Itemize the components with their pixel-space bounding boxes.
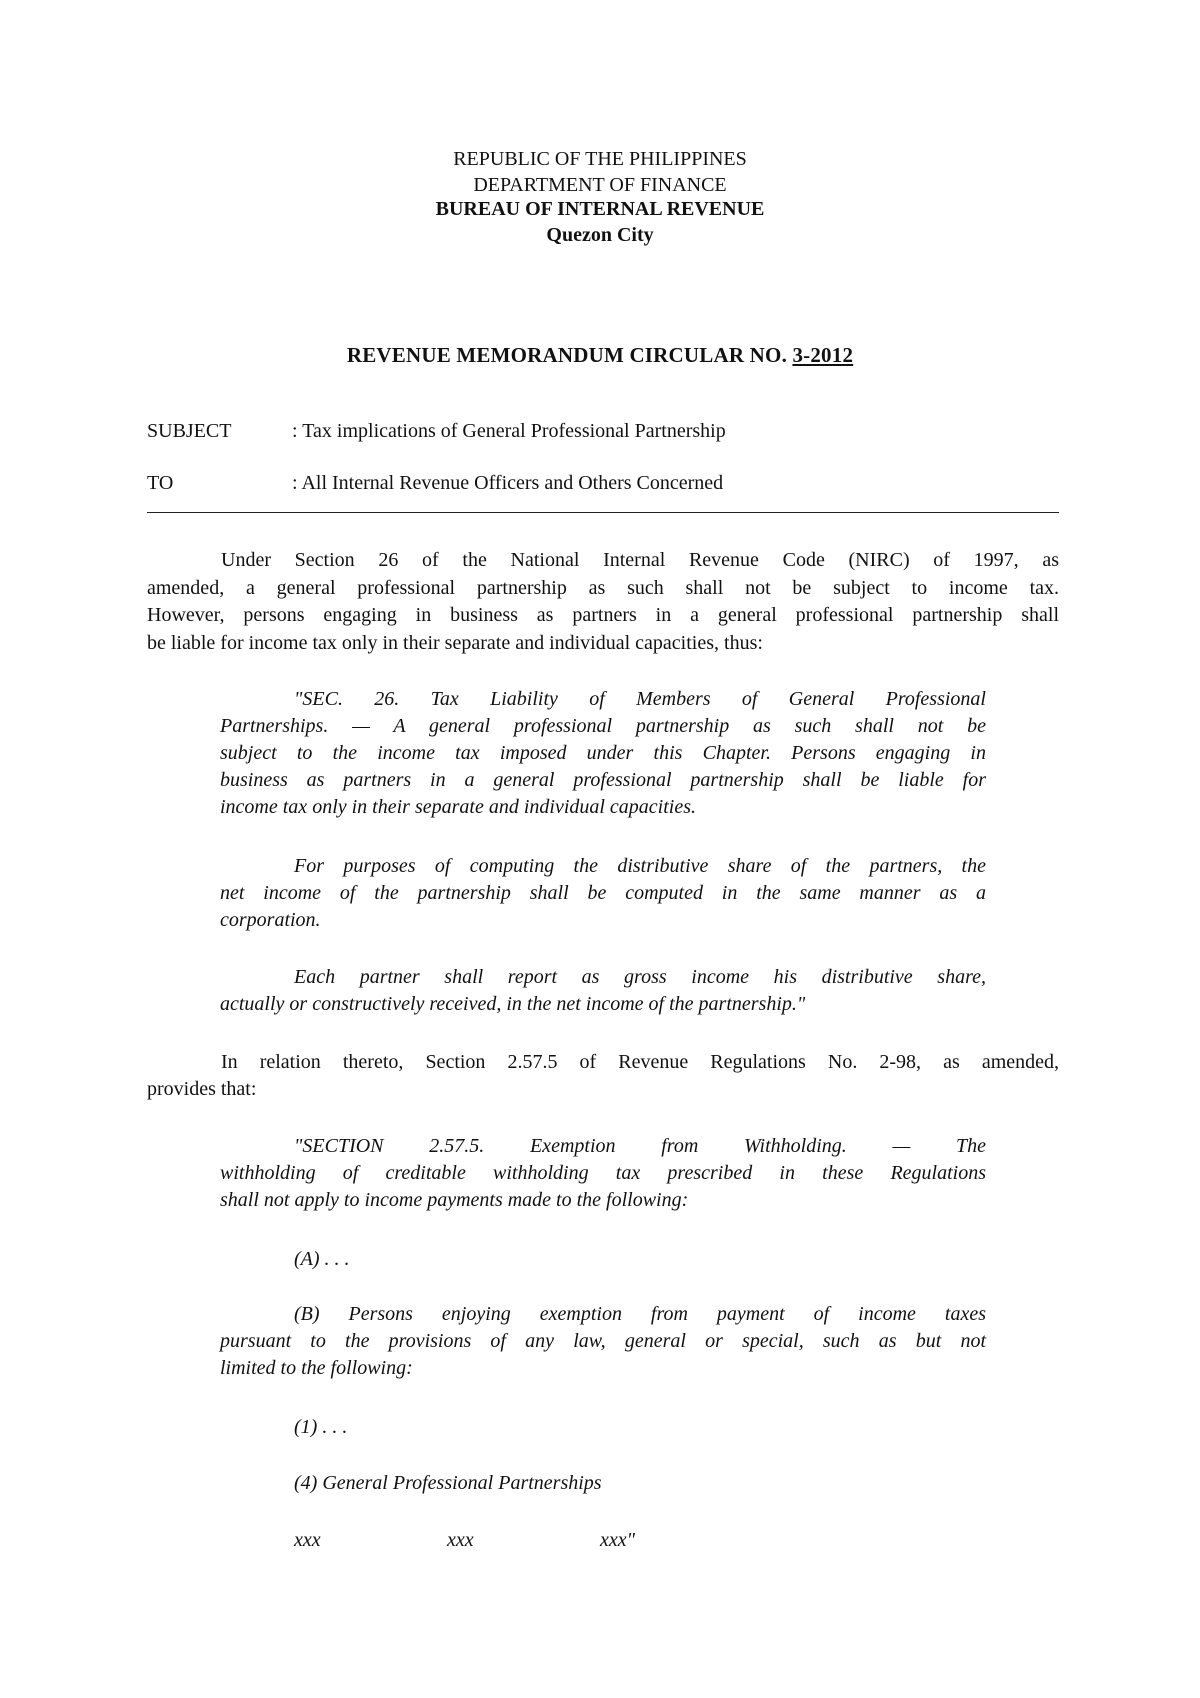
omission-marker-3: xxx" bbox=[600, 1529, 636, 1551]
quote3-line-1: Each partner shall report as gross income his distributive share, bbox=[294, 966, 986, 988]
omission-marker-1: xxx bbox=[294, 1529, 321, 1551]
para1-line-2: amended, a general professional partnership as such shall not be subject to income tax. bbox=[147, 577, 1059, 599]
item-b-line-2: pursuant to the provisions of any law, general or special, such as but not bbox=[220, 1330, 986, 1352]
item-b-line-3: limited to the following: bbox=[220, 1357, 413, 1379]
header-city: Quezon City bbox=[546, 224, 654, 246]
quote1-line-3: subject to the income tax imposed under this Chapter. Persons engaging in bbox=[220, 742, 986, 764]
para1-line-1: Under Section 26 of the National Internal Revenue Code (NIRC) of 1997, as bbox=[221, 549, 1059, 571]
quote2-line-1: For purposes of computing the distributive share of the partners, the bbox=[294, 855, 986, 877]
separator-rule bbox=[147, 512, 1059, 513]
quote4-line-1: "SECTION 2.57.5. Exemption from Withholding. — The bbox=[294, 1135, 986, 1157]
item-a: (A) . . . bbox=[294, 1248, 350, 1270]
para1-line-3: However, persons engaging in business as partners in a general professional partnership shall bbox=[147, 604, 1059, 626]
para2-line-2: provides that: bbox=[147, 1078, 257, 1100]
header-republic: REPUBLIC OF THE PHILIPPINES bbox=[453, 148, 747, 170]
quote1-line-1: "SEC. 26. Tax Liability of Members of General Professional bbox=[294, 688, 986, 710]
quote1-line-4: business as partners in a general professional partnership shall be liable for bbox=[220, 769, 986, 791]
quote1-line-5: income tax only in their separate and individual capacities. bbox=[220, 796, 697, 818]
quote3-line-2: actually or constructively received, in the net income of the partnership." bbox=[220, 993, 806, 1015]
quote2-line-2: net income of the partnership shall be computed in the same manner as a bbox=[220, 882, 986, 904]
subject-label: SUBJECT bbox=[147, 420, 232, 442]
circular-title-prefix: REVENUE MEMORANDUM CIRCULAR NO. bbox=[346, 343, 793, 367]
item-b-line-1: (B) Persons enjoying exemption from payment of income taxes bbox=[294, 1303, 986, 1325]
subject-value: : Tax implications of General Professional Partnership bbox=[292, 420, 726, 442]
item-4: (4) General Professional Partnerships bbox=[294, 1472, 602, 1494]
para1-line-4: be liable for income tax only in their separate and individual capacities, thus: bbox=[147, 632, 763, 654]
item-1: (1) . . . bbox=[294, 1416, 348, 1438]
quote2-line-3: corporation. bbox=[220, 909, 321, 931]
to-label: TO bbox=[147, 472, 174, 494]
circular-title bbox=[0, 342, 1200, 368]
quote4-line-3: shall not apply to income payments made to the following: bbox=[220, 1189, 689, 1211]
para2-line-1: In relation thereto, Section 2.57.5 of Revenue Regulations No. 2-98, as amended, bbox=[221, 1051, 1059, 1073]
circular-number: 3-2012 bbox=[792, 343, 854, 367]
omission-marker-2: xxx bbox=[447, 1529, 474, 1551]
header-department: DEPARTMENT OF FINANCE bbox=[473, 174, 727, 196]
header-bureau: BUREAU OF INTERNAL REVENUE bbox=[435, 198, 765, 220]
to-value: : All Internal Revenue Officers and Others Concerned bbox=[292, 472, 724, 494]
quote1-line-2: Partnerships. — A general professional partnership as such shall not be bbox=[220, 715, 986, 737]
quote4-line-2: withholding of creditable withholding tax prescribed in these Regulations bbox=[220, 1162, 986, 1184]
